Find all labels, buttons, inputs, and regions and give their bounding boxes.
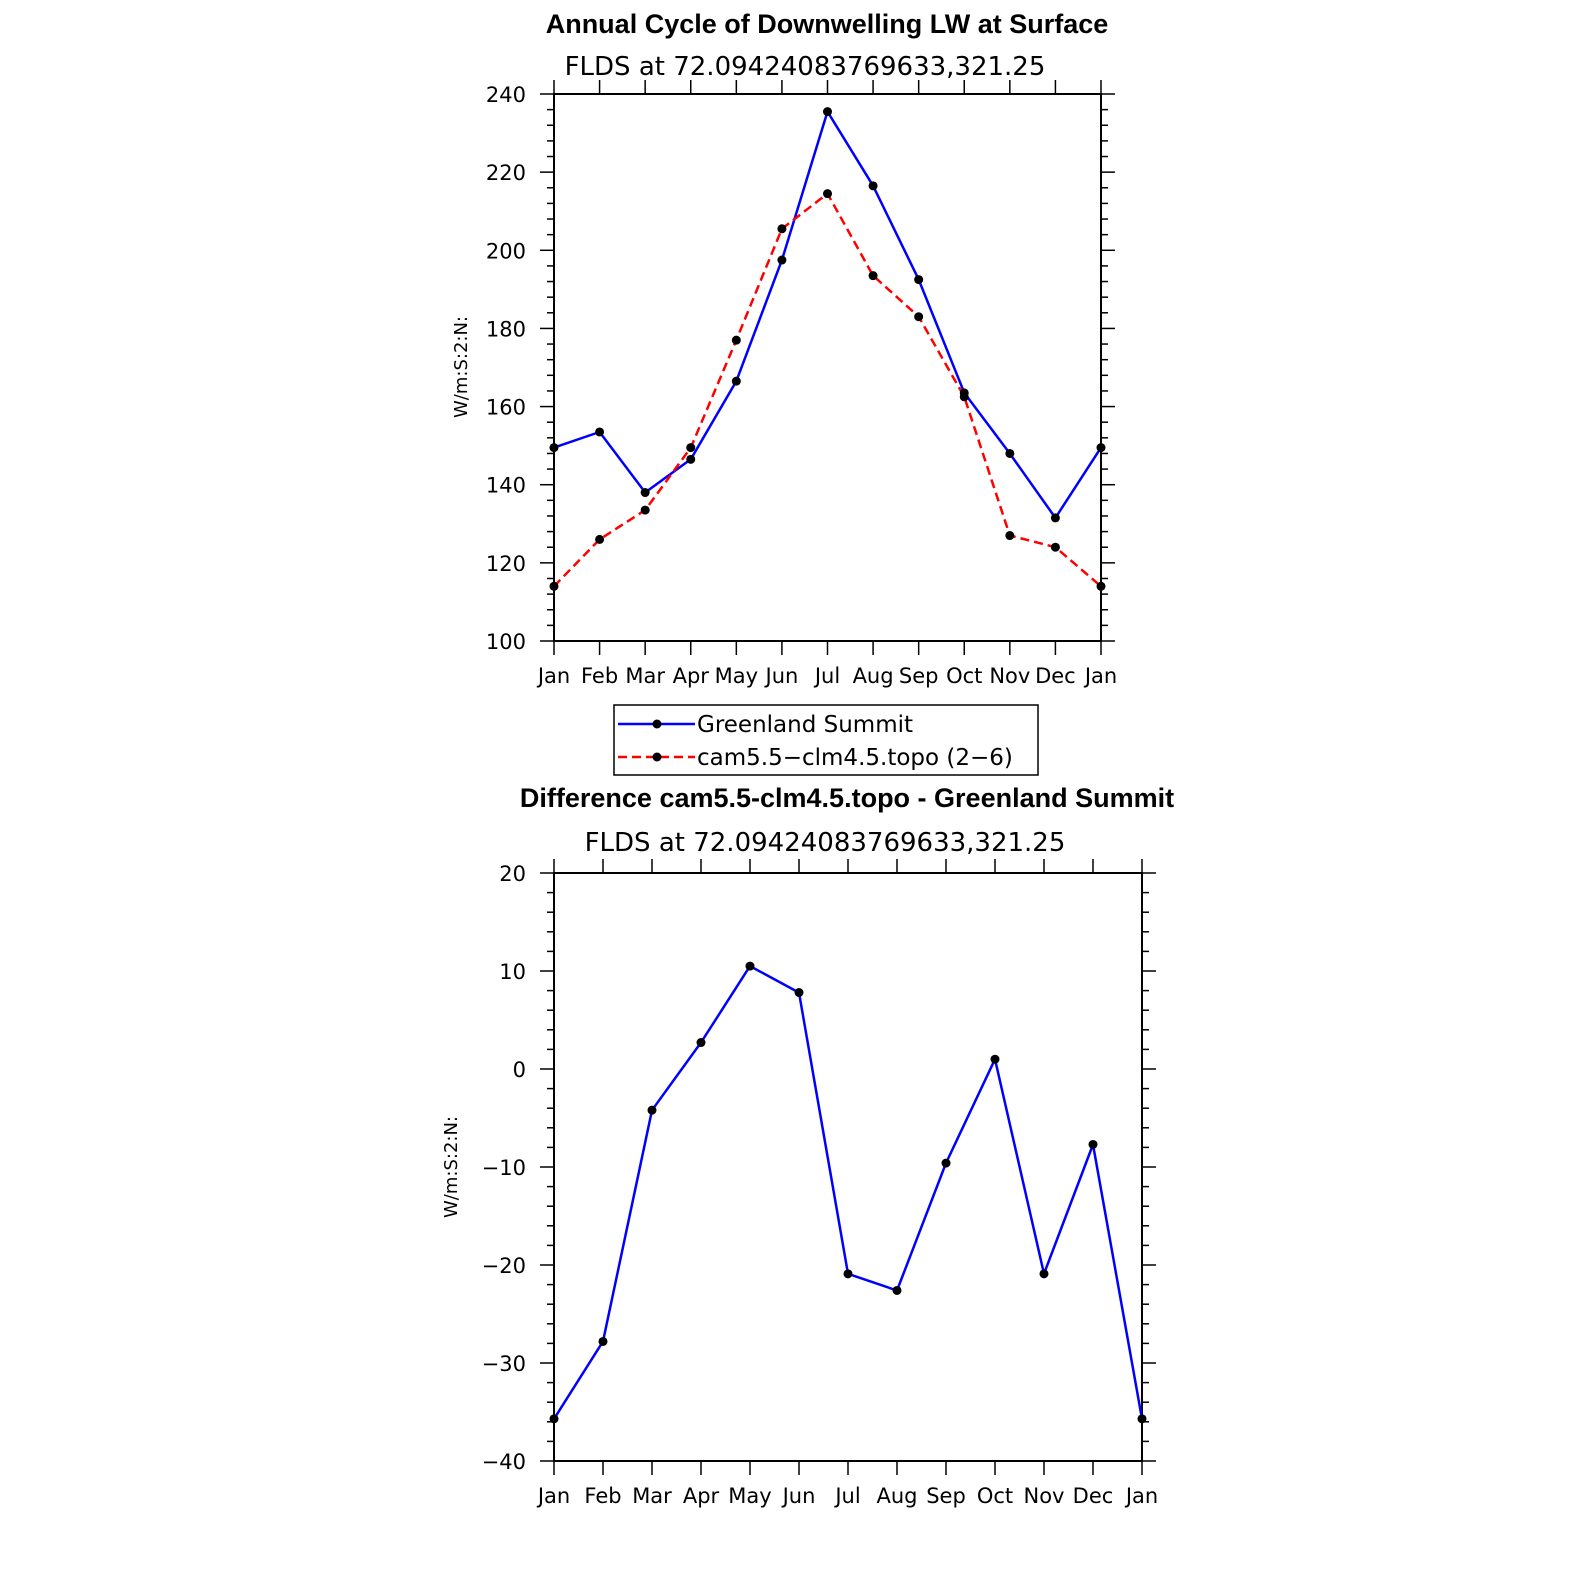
chart1-series-1-point [595, 535, 604, 544]
chart1-series-1-point [777, 224, 786, 233]
chart2-ylabel: W/m:S:2:N: [441, 1116, 462, 1218]
chart1-series-1-point [914, 312, 923, 321]
chart1-xtick-label: Aug [852, 664, 894, 688]
chart1-ytick-label: 200 [485, 239, 526, 264]
chart1-title: Annual Cycle of Downwelling LW at Surface [545, 9, 1109, 39]
legend-label-greenland: Greenland Summit [697, 712, 914, 738]
chart2-xtick-label: Dec [1072, 1484, 1114, 1508]
chart2-xtick-label: Sep [926, 1484, 966, 1508]
chart1-series-0-point [686, 455, 695, 464]
chart2-frame [554, 873, 1142, 1461]
chart2-ytick-label: 10 [499, 960, 526, 984]
chart1-frame [554, 94, 1101, 641]
chart1-series-0-point [732, 377, 741, 386]
chart1-xtick-label: May [714, 664, 759, 688]
chart1-series-line-0 [554, 112, 1101, 518]
chart1-plot [486, 80, 1117, 688]
chart2-series-0-point [746, 962, 755, 971]
chart1-series-1-point [823, 189, 832, 198]
chart2-xtick-label: Jan [1125, 1484, 1159, 1508]
chart1-xtick-label: Feb [580, 664, 619, 688]
legend-label-model: cam5.5−clm4.5.topo (2−6) [697, 745, 1013, 771]
chart2-ytick-label: 20 [499, 862, 526, 886]
chart1-series-0-point [595, 427, 604, 436]
chart2-series-0-point [991, 1055, 1000, 1064]
chart2-series-0-point [550, 1414, 559, 1423]
chart1-ytick-label: 160 [485, 395, 526, 420]
chart2-xtick-label: Jan [537, 1484, 571, 1508]
chart1-series-1-point [960, 392, 969, 401]
chart2-xtick-label: Mar [632, 1484, 672, 1508]
chart1-ytick-label: 100 [485, 630, 526, 654]
chart2-xtick-label: Feb [584, 1484, 622, 1508]
chart2-series-0-point [893, 1286, 902, 1295]
chart1-series-1-point [1097, 582, 1106, 591]
chart2-ytick-label: 0 [512, 1058, 526, 1082]
chart2-ytick-label: −10 [481, 1156, 526, 1180]
chart1-series-0-point [914, 275, 923, 284]
chart2-xtick-label: Apr [682, 1484, 720, 1508]
chart1-ylabel: W/m:S:2:N: [451, 316, 472, 418]
chart2-xtick-label: Jun [782, 1484, 816, 1508]
chart1-ytick-label: 220 [485, 161, 526, 186]
chart1-series-0-point [641, 488, 650, 497]
chart2-series-0-point [942, 1159, 951, 1168]
chart1-xtick-label: Sep [898, 664, 939, 688]
chart1-ytick-label: 140 [485, 473, 526, 498]
chart2-subtitle: FLDS at 72.09424083769633,321.25 [584, 828, 1066, 858]
chart1-series-1-point [732, 336, 741, 345]
chart2-title: Difference cam5.5-clm4.5.topo - Greenland Summit [519, 783, 1175, 813]
legend-marker-greenland [653, 720, 662, 729]
chart2-ytick-label: −40 [481, 1450, 526, 1474]
chart1-series-0-point [1005, 449, 1014, 458]
chart2-series-0-point [599, 1337, 608, 1346]
chart2-xtick-label: Jul [835, 1484, 861, 1508]
chart1-xtick-label: Jan [537, 664, 571, 688]
chart1-xtick-label: Mar [625, 664, 665, 688]
chart2-series-0-point [697, 1038, 706, 1047]
chart2-xtick-label: Nov [1023, 1484, 1065, 1508]
chart1-series-1-point [550, 582, 559, 591]
chart2-series-0-point [1138, 1414, 1147, 1423]
chart1-series-0-point [823, 107, 832, 116]
chart2-ytick-label: −20 [481, 1254, 526, 1278]
chart1-xtick-label: Jan [1084, 664, 1118, 688]
legend-marker-model [653, 753, 662, 762]
chart2-series-0-point [648, 1106, 657, 1115]
chart1-ytick-label: 180 [485, 317, 526, 342]
chart1-series-1-point [869, 271, 878, 280]
chart2-series-0-point [795, 988, 804, 997]
chart1-xtick-label: Jun [765, 664, 799, 688]
chart1-series-1-point [1005, 531, 1014, 540]
chart1-series-0-point [777, 256, 786, 265]
chart2-xtick-label: May [728, 1484, 772, 1508]
chart1-legend [614, 705, 1038, 775]
chart1-subtitle: FLDS at 72.09424083769633,321.25 [564, 52, 1046, 82]
chart1-series-0-point [1051, 513, 1060, 522]
chart1-xtick-label: Apr [672, 664, 709, 688]
chart1-series-1-point [686, 443, 695, 452]
chart2-xtick-label: Oct [976, 1484, 1014, 1508]
chart1-ytick-label: 120 [485, 551, 526, 576]
chart1-series-1-point [1051, 543, 1060, 552]
chart1-series-0-point [869, 181, 878, 190]
chart2-series-0-point [1040, 1269, 1049, 1278]
chart1-series-line-1 [554, 194, 1101, 587]
chart1-xtick-label: Oct [946, 664, 983, 688]
chart2-series-line-0 [554, 966, 1142, 1419]
chart1-ytick-label: 240 [485, 83, 526, 107]
chart2-series-0-point [844, 1269, 853, 1278]
chart1-xtick-label: Jul [814, 664, 841, 688]
chart2-plot [482, 859, 1159, 1508]
chart1-series-0-point [1097, 443, 1106, 452]
chart2-xtick-label: Aug [876, 1484, 918, 1508]
chart1-xtick-label: Dec [1035, 664, 1076, 688]
chart2-ytick-label: −30 [481, 1352, 526, 1376]
chart2-series-0-point [1089, 1140, 1098, 1149]
chart1-xtick-label: Nov [989, 664, 1031, 688]
chart1-series-1-point [641, 506, 650, 515]
chart1-series-0-point [550, 443, 559, 452]
